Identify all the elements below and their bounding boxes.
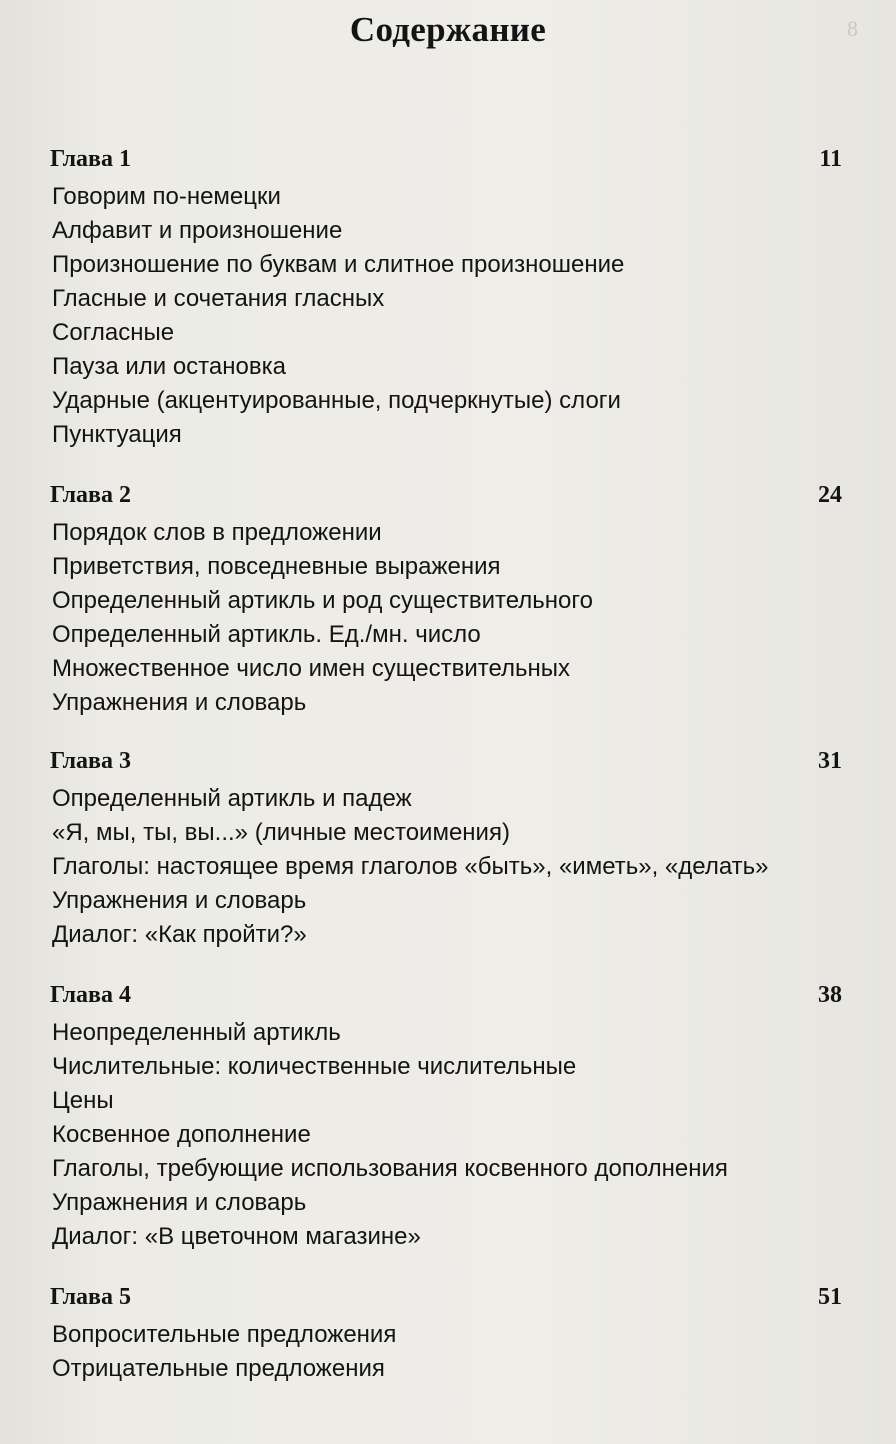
chapter-page-number: 51 bbox=[818, 1284, 842, 1310]
chapter-page-number: 31 bbox=[818, 748, 842, 774]
chapter-label: Глава 3 bbox=[50, 748, 131, 774]
chapter-items bbox=[50, 180, 846, 452]
chapter-3 bbox=[50, 748, 846, 952]
toc-item: Ударные (акцентуированные, подчеркнутые) слоги bbox=[52, 387, 621, 414]
toc-item: Порядок слов в предложении bbox=[52, 519, 382, 546]
chapter-heading bbox=[50, 748, 846, 782]
chapter-page-number: 11 bbox=[819, 146, 842, 172]
chapter-2 bbox=[50, 482, 846, 720]
chapter-items bbox=[50, 516, 846, 720]
toc-item: Приветствия, повседневные выражения bbox=[52, 553, 501, 580]
chapter-4 bbox=[50, 982, 846, 1254]
chapter-items bbox=[50, 782, 846, 952]
chapter-page-number: 24 bbox=[818, 482, 842, 508]
toc-item: Гласные и сочетания гласных bbox=[52, 285, 385, 312]
toc-item: Алфавит и произношение bbox=[52, 217, 343, 244]
chapter-heading bbox=[50, 482, 846, 516]
toc-item: Произношение по буквам и слитное произношение bbox=[52, 251, 625, 278]
toc-item: «Я, мы, ты, вы...» (личные местоимения) bbox=[52, 819, 510, 846]
toc-item: Упражнения и словарь bbox=[52, 1189, 307, 1216]
chapter-label: Глава 4 bbox=[50, 982, 131, 1008]
toc-item: Цены bbox=[52, 1087, 114, 1114]
chapter-page-number: 38 bbox=[818, 982, 842, 1008]
chapter-heading bbox=[50, 982, 846, 1016]
chapter-heading bbox=[50, 1284, 846, 1318]
toc-item: Вопросительные предложения bbox=[52, 1321, 397, 1348]
toc-item: Определенный артикль и падеж bbox=[52, 785, 412, 812]
chapter-label: Глава 1 bbox=[50, 146, 131, 172]
toc-item: Диалог: «Как пройти?» bbox=[52, 921, 307, 948]
chapter-label: Глава 5 bbox=[50, 1284, 131, 1310]
toc-item: Косвенное дополнение bbox=[52, 1121, 311, 1148]
chapter-items bbox=[50, 1016, 846, 1254]
page-number: 8 bbox=[847, 16, 858, 41]
toc-item: Определенный артикль и род существительного bbox=[52, 587, 593, 614]
toc-item: Числительные: количественные числительные bbox=[52, 1053, 577, 1080]
toc-item: Множественное число имен существительных bbox=[52, 655, 571, 682]
chapter-heading bbox=[50, 146, 846, 180]
chapter-5 bbox=[50, 1284, 846, 1386]
toc-item: Отрицательные предложения bbox=[52, 1355, 385, 1382]
toc-item: Глаголы: настоящее время глаголов «быть», «иметь», «делать» bbox=[52, 853, 769, 880]
chapter-label: Глава 2 bbox=[50, 482, 131, 508]
page-title: Содержание bbox=[349, 10, 547, 49]
chapter-1 bbox=[50, 146, 846, 452]
toc-item: Упражнения и словарь bbox=[52, 887, 307, 914]
toc-item: Неопределенный артикль bbox=[52, 1019, 341, 1046]
toc-item: Упражнения и словарь bbox=[52, 689, 307, 716]
toc-item: Глаголы, требующие использования косвенного дополнения bbox=[52, 1155, 728, 1182]
toc-item: Говорим по-немецки bbox=[52, 183, 281, 210]
toc-item: Согласные bbox=[52, 319, 175, 346]
toc-item: Определенный артикль. Ед./мн. число bbox=[52, 621, 481, 648]
toc-item: Пауза или остановка bbox=[52, 353, 286, 380]
toc-item: Диалог: «В цветочном магазине» bbox=[52, 1223, 421, 1250]
chapter-items bbox=[50, 1318, 846, 1386]
toc-item: Пунктуация bbox=[52, 421, 182, 448]
